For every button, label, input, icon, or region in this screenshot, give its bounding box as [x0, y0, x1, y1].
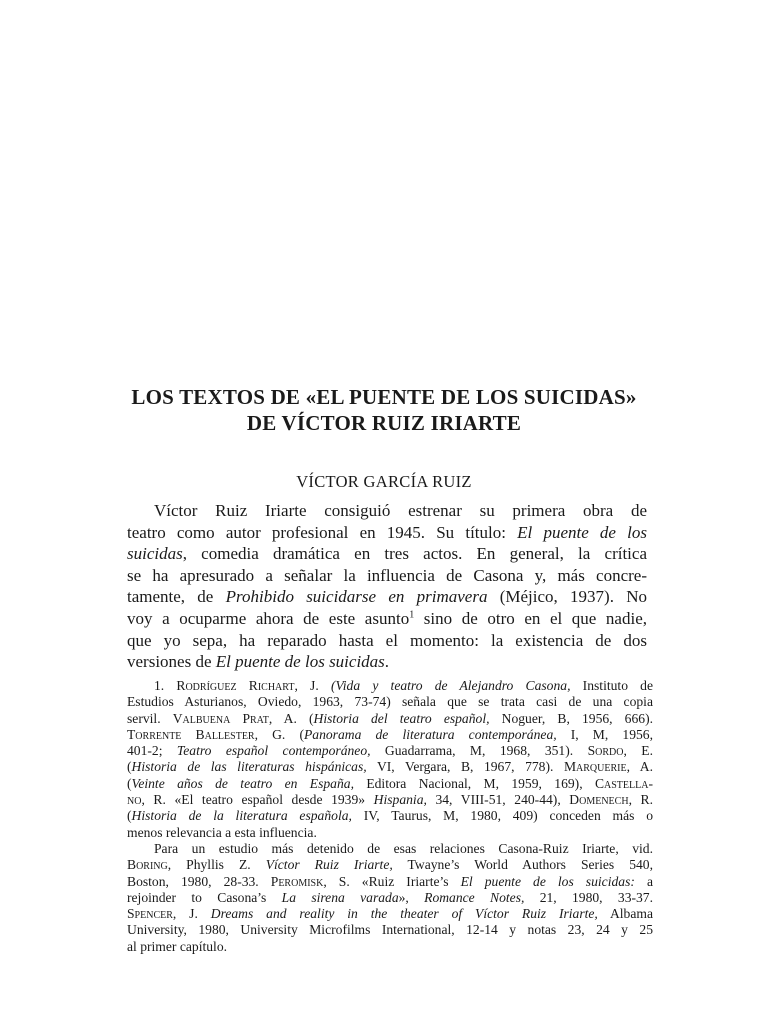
- body-line: se ha apresurado a señalar la influencia de Casona y, más concre-: [127, 565, 647, 585]
- footnote-line: Estudios Asturianos, Oviedo, 1963, 73-74) señala que se trata casi de una copia: [127, 694, 653, 710]
- footnote-line: rejoinder to Casona’s La sirena varada», Romance Notes, 21, 1980, 33-37.: [127, 889, 654, 905]
- footnote-line: servil. Valbuena Prat, A. (Historia del teatro español, Noguer, B, 1956, 666).: [127, 710, 654, 726]
- body-paragraph: [127, 500, 647, 673]
- footnote-line: menos relevancia a esta influencia.: [127, 824, 317, 840]
- footnote-marker: 1: [409, 609, 415, 621]
- body-line: voy a ocuparme ahora de este asunto$^1$ sino de otro en el que nadie,: [127, 608, 647, 628]
- article-author: VÍCTOR GARCÍA RUIZ: [296, 472, 472, 491]
- footnote-line: (Historia de las literaturas hispánicas, VI, Vergara, B, 1967, 778). Marquerie, A.: [127, 759, 653, 775]
- footnote-line: (Historia de la literatura española, IV, Taurus, M, 1980, 409) conceden más o: [127, 808, 653, 824]
- footnote-line: Torrente Ballester, G. (Panorama de literatura contemporánea, I, M, 1956,: [127, 726, 653, 742]
- footnote-line: Boston, 1980, 28-33. Peromisk, S. «Ruiz Iriarte’s El puente de los suicidas: a: [127, 873, 653, 889]
- footnote-block: [127, 678, 653, 955]
- title-line-2: DE VÍCTOR RUIZ IRIARTE: [246, 411, 522, 435]
- body-line: suicidas, comedia dramática en tres actos. En general, la crítica: [127, 544, 647, 564]
- body-line: tamente, de Prohibido suicidarse en primavera (Méjico, 1937). No: [127, 587, 647, 607]
- footnote-line: Spencer, J. Dreams and reality in the theater of Víctor Ruiz Iriarte, Albama: [127, 906, 653, 922]
- footnote-line: no, R. «El teatro español desde 1939» Hispania, 34, VIII-51, 240-44), Domenech, R.: [127, 792, 654, 808]
- footnote-line: 1. Rodríguez Richart, J. (Vida y teatro de Alejandro Casona, Instituto de: [154, 678, 654, 693]
- footnote-line: al primer capítulo.: [127, 938, 228, 954]
- article-title: [0, 384, 768, 436]
- footnote-line: Boring, Phyllis Z. Víctor Ruiz Iriarte, Twayne’s World Authors Series 540,: [127, 857, 653, 873]
- footnote-line: 401-2; Teatro español contemporáneo, Guadarrama, M, 1968, 351). Sordo, E.: [127, 743, 654, 759]
- body-line: Víctor Ruiz Iriarte consiguió estrenar su primera obra de: [154, 501, 647, 520]
- title-line-1: LOS TEXTOS DE «EL PUENTE DE LOS SUICIDAS»: [131, 385, 637, 409]
- footnote-line: Para un estudio más detenido de esas relaciones Casona-Ruiz Iriarte, vid.: [154, 840, 653, 856]
- body-line: versiones de El puente de los suicidas.: [127, 652, 390, 672]
- body-line: teatro como autor profesional en 1945. Su título: El puente de los: [127, 522, 647, 542]
- footnote-line: (Veinte años de teatro en España, Editora Nacional, M, 1959, 169), Castella-: [127, 775, 653, 791]
- body-line: que yo sepa, ha reparado hasta el momento: la existencia de dos: [127, 630, 647, 650]
- footnote-line: University, 1980, University Microfilms International, 12-14 y notas 23, 24 y 25: [127, 922, 653, 938]
